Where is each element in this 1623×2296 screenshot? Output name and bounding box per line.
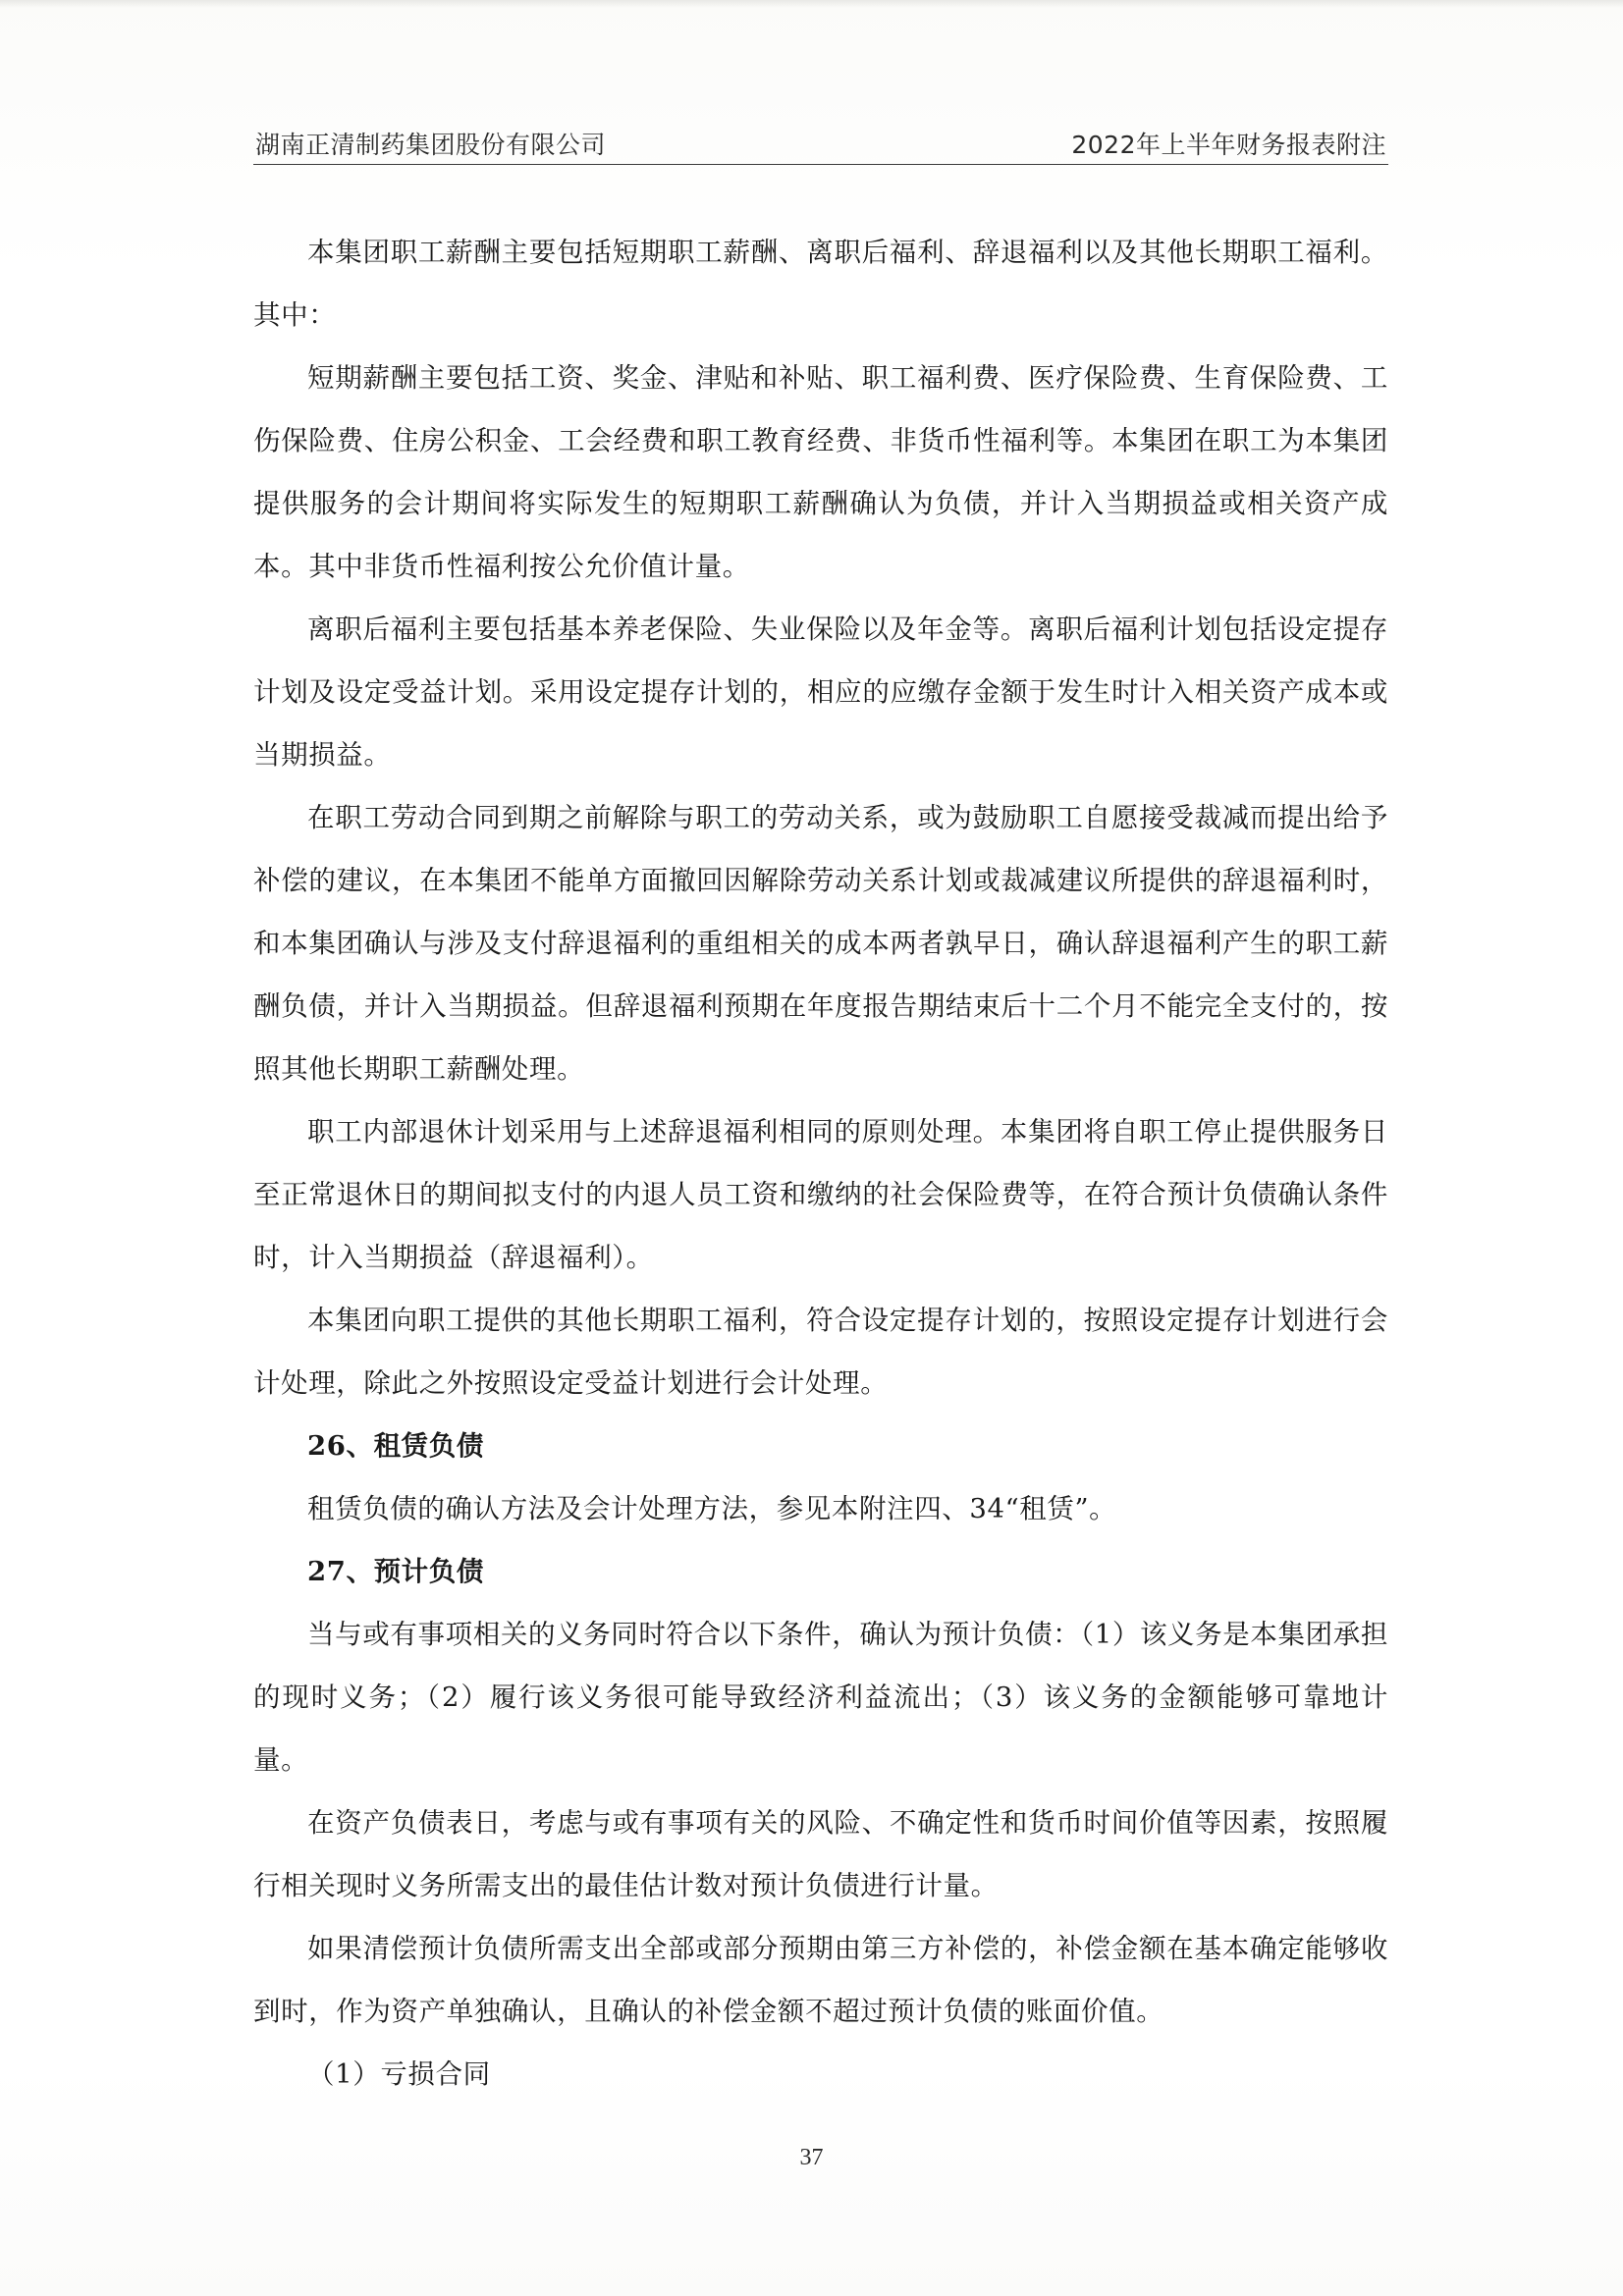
paragraph-termination-benefits: 在职工劳动合同到期之前解除与职工的劳动关系，或为鼓励职工自愿接受裁减而提出给予补偿的建议，在本集团不能单方面撤回因解除劳动关系计划或裁减建议所提供的辞退福利时，和本集团确认与涉及支付辞退福利的重组相关的成本两者孰早日，确认辞退福利产生的职工薪酬负债，并计入当期损益。但辞退福利预期在年度报告期结束后十二个月不能完全支付的，按照其他长期职工薪酬处理。 <box>253 802 1388 1085</box>
page-number: 37 <box>799 2145 824 2170</box>
paragraph-employee-compensation-overview: 本集团职工薪酬主要包括短期职工薪酬、离职后福利、辞退福利以及其他长期职工福利。其中： <box>253 237 1388 331</box>
paragraph-provision-reimbursement: 如果清偿预计负债所需支出全部或部分预期由第三方补偿的，补偿金额在基本确定能够收到时，作为资产单独确认，且确认的补偿金额不超过预计负债的账面价值。 <box>253 1933 1388 2027</box>
header-divider <box>253 164 1388 165</box>
header-company-name: 湖南正清制药集团股份有限公司 <box>255 131 607 159</box>
paragraph-lease-liabilities: 租赁负债的确认方法及会计处理方法，参见本附注四、34“租赁”。 <box>307 1493 1117 1524</box>
paragraph-provision-recognition: 当与或有事项相关的义务同时符合以下条件，确认为预计负债：（1）该义务是本集团承担的现时义务；（2）履行该义务很可能导致经济利益流出；（3）该义务的金额能够可靠地计量。 <box>253 1619 1388 1776</box>
section-heading-lease-liabilities: 26、租赁负债 <box>307 1430 484 1462</box>
paragraph-other-long-term-benefits: 本集团向职工提供的其他长期职工福利，符合设定提存计划的，按照设定提存计划进行会计处理，除此之外按照设定受益计划进行会计处理。 <box>253 1305 1388 1399</box>
paragraph-provision-measurement: 在资产负债表日，考虑与或有事项有关的风险、不确定性和货币时间价值等因素，按照履行相关现时义务所需支出的最佳估计数对预计负债进行计量。 <box>253 1807 1388 1901</box>
scan-top-edge <box>0 0 1623 8</box>
paragraph-internal-retirement: 职工内部退休计划采用与上述辞退福利相同的原则处理。本集团将自职工停止提供服务日至正常退休日的期间拟支付的内退人员工资和缴纳的社会保险费等，在符合预计负债确认条件时，计入当期损益（辞退福利）。 <box>253 1116 1388 1273</box>
page-header <box>253 120 1388 159</box>
main-content <box>253 221 1388 2106</box>
header-report-title: 2022年上半年财务报表附注 <box>1071 131 1386 159</box>
paragraph-post-employment-benefits: 离职后福利主要包括基本养老保险、失业保险以及年金等。离职后福利计划包括设定提存计划及设定受益计划。采用设定提存计划的，相应的应缴存金额于发生时计入相关资产成本或当期损益。 <box>253 614 1388 771</box>
subsection-heading-onerous-contracts: （1）亏损合同 <box>307 2058 491 2090</box>
paragraph-short-term-compensation: 短期薪酬主要包括工资、奖金、津贴和补贴、职工福利费、医疗保险费、生育保险费、工伤保险费、住房公积金、工会经费和职工教育经费、非货币性福利等。本集团在职工为本集团提供服务的会计期间将实际发生的短期职工薪酬确认为负债，并计入当期损益或相关资产成本。其中非货币性福利按公允价值计量。 <box>253 362 1388 582</box>
section-heading-provisions: 27、预计负债 <box>307 1556 484 1587</box>
